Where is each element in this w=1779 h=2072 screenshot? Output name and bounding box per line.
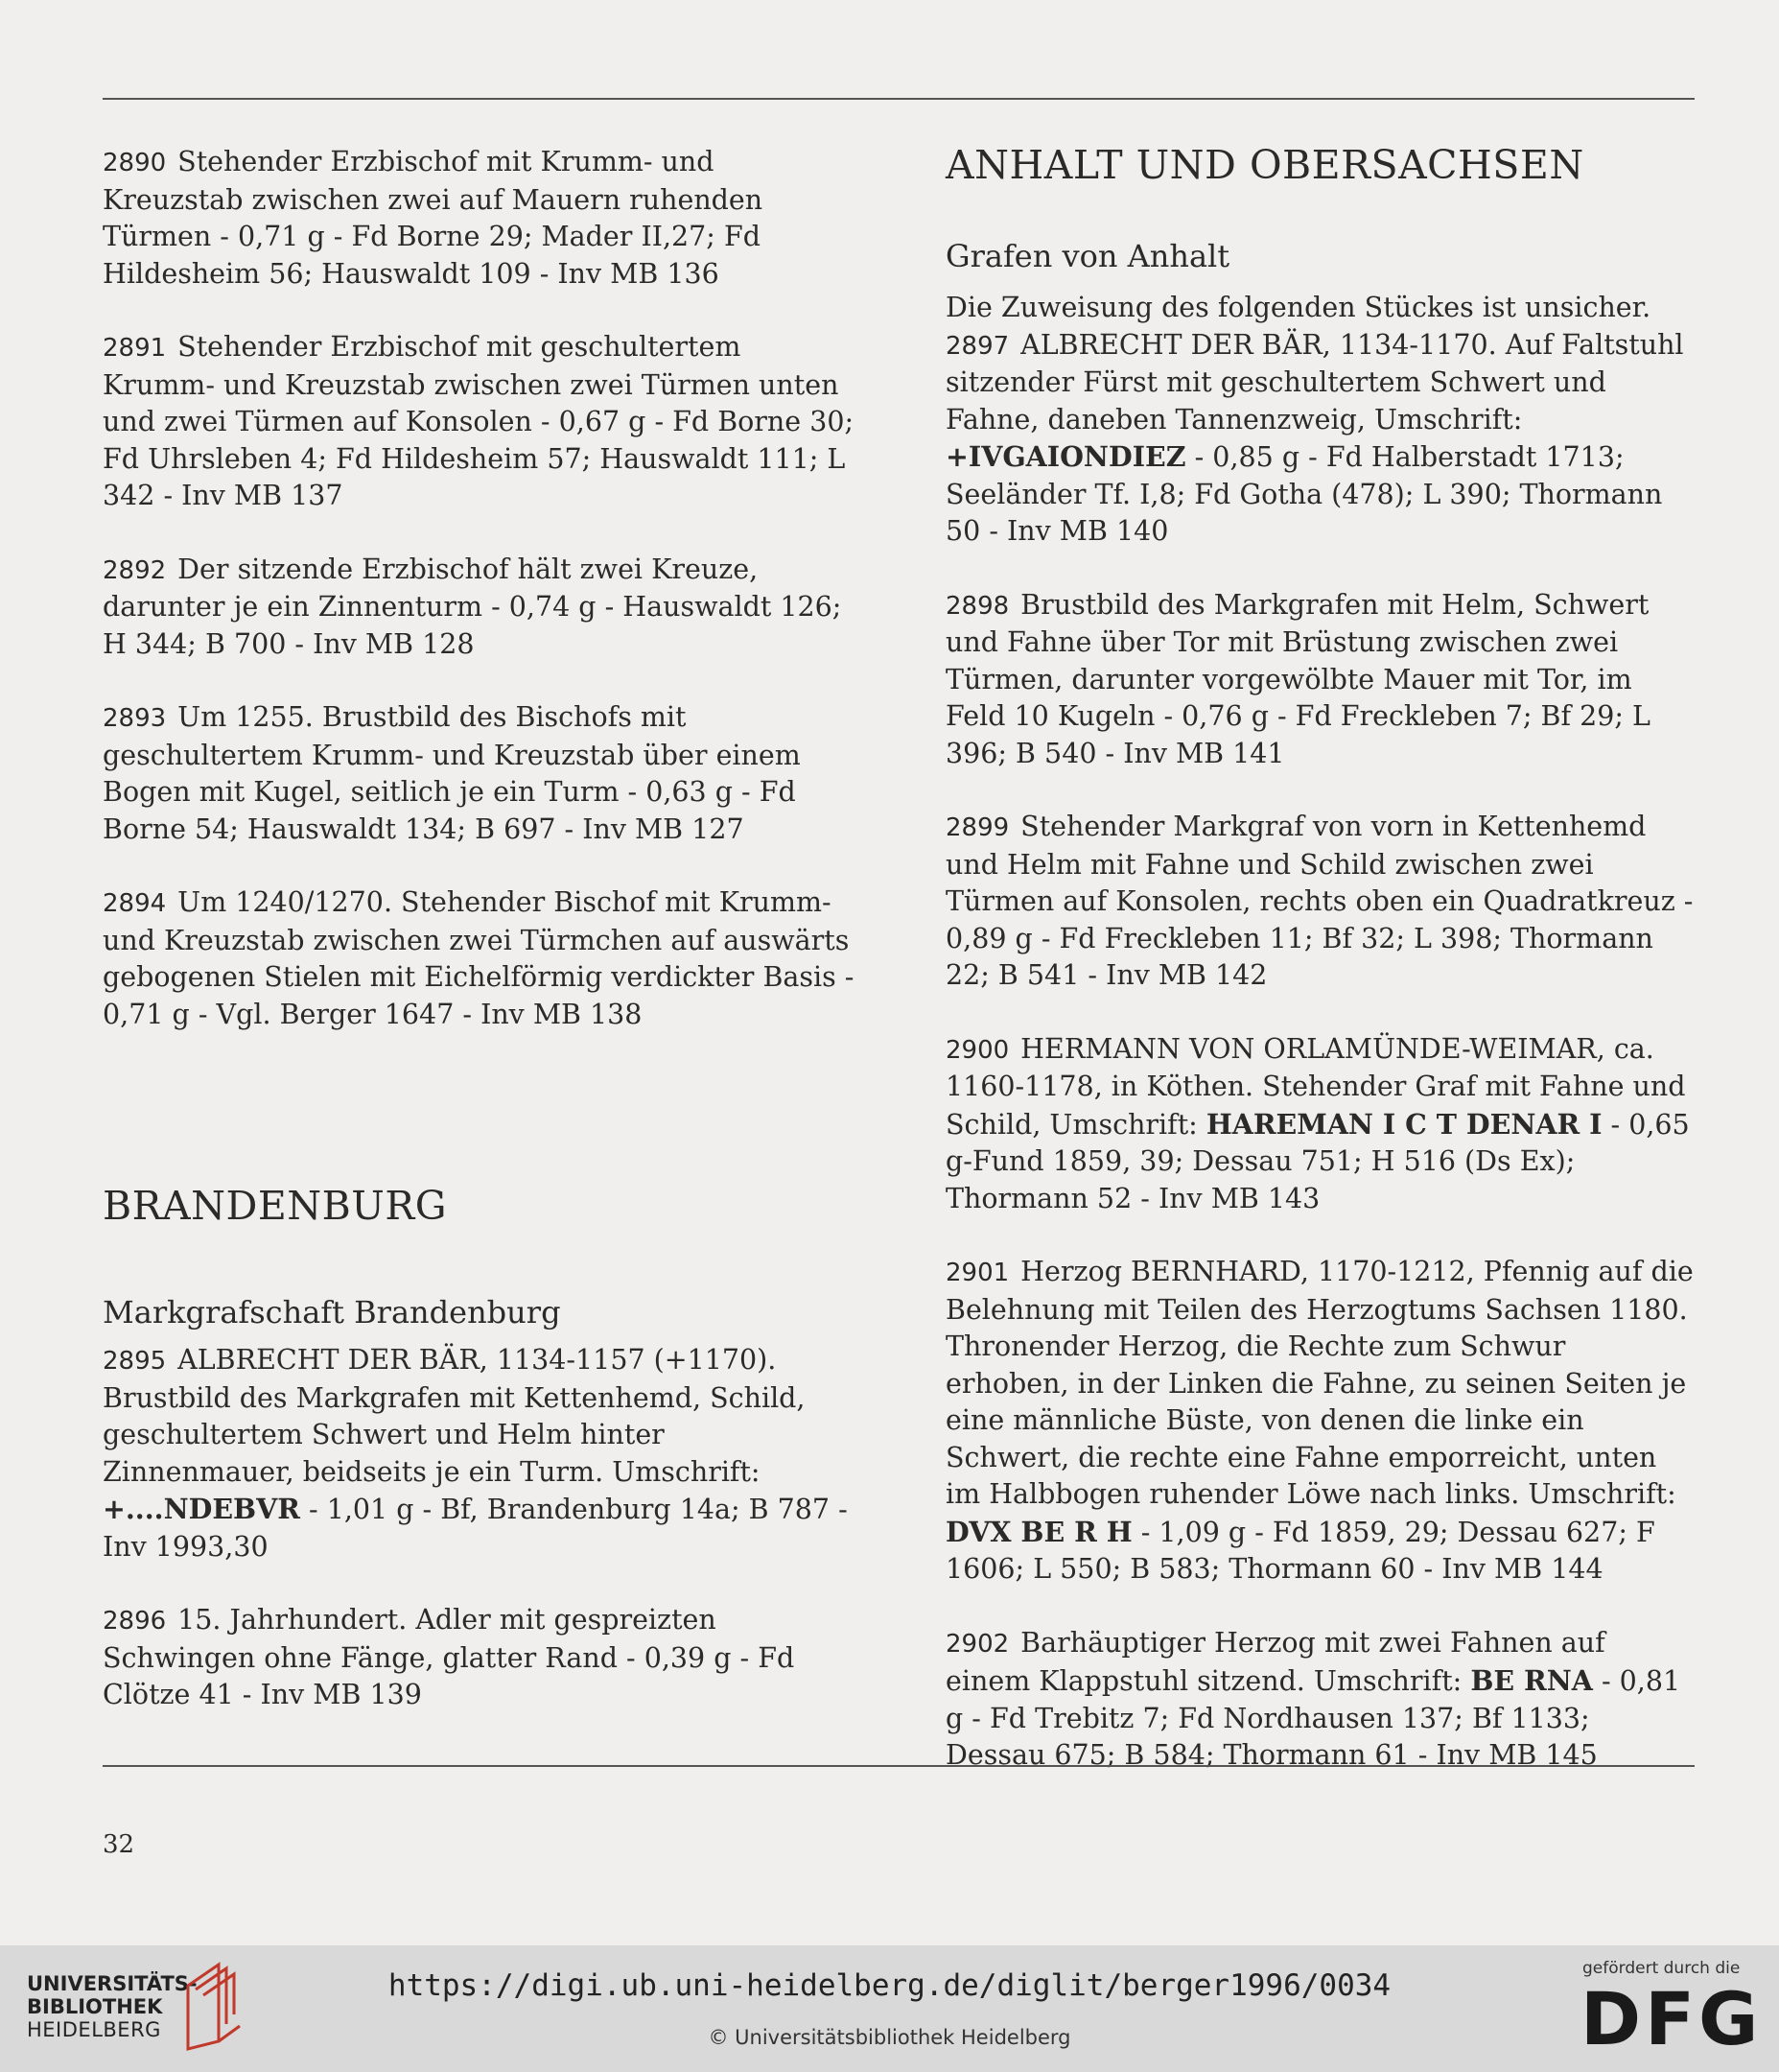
catalog-entry-2902 <box>946 1625 1694 1775</box>
catalog-entry-2891 <box>103 329 860 515</box>
catalog-description: Herzog BERNHARD, 1170-1212, Pfennig auf die Belehnung mit Teilen des Herzogtums Sachsen 1180. Thronender Herzog, die Rechte zum Schwur erhoben, in der Linken die Fahne, zu seinen Seiten je eine männliche Büste, von denen die linke ein Schwert, die rechte eine Fahne emporreicht, unten im Halbbogen ruhender Löwe nach links. Umschrift: DVX BE R H - 1,09 g - Fd 1859, 29; Dessau 627; F 1606; L 550; B 583; Thormann 60 - Inv MB 144 <box>946 1256 1694 1585</box>
catalog-description: Um 1240/1270. Stehender Bischof mit Krumm- und Kreuzstab zwischen zwei Türmchen auf auswärts gebogenen Stielen mit Eichelförmig verdickter Basis - 0,71 g - Vgl. Berger 1647 - Inv MB 138 <box>103 886 854 1030</box>
catalog-description: ALBRECHT DER BÄR, 1134-1170. Auf Faltstuhl sitzender Fürst mit geschultertem Schwert und Fahne, daneben Tannenzweig, Umschrift: +IVGAIONDIEZ - 0,85 g - Fd Halberstadt 1713; Seeländer Tf. I,8; Fd Gotha (478); L 390; Thormann 50 - Inv MB 140 <box>946 328 1684 547</box>
catalog-number: 2898 <box>946 591 1010 621</box>
catalog-entry-2893 <box>103 699 860 848</box>
catalog-number: 2890 <box>103 149 167 177</box>
catalog-description: Brustbild des Markgrafen mit Helm, Schwert und Fahne über Tor mit Brüstung zwischen zwei Türmen, darunter vorgewölbte Mauer mit Tor, im Feld 10 Kugeln - 0,76 g - Fd Freckleben 7; Bf 29; L 396; B 540 - Inv MB 141 <box>946 588 1650 769</box>
top-rule <box>103 98 1695 100</box>
right-column <box>946 142 1694 1811</box>
catalog-entry-2890 <box>103 144 860 293</box>
catalog-number: 2892 <box>103 555 167 585</box>
page-number: 32 <box>103 1830 135 1859</box>
catalog-description: Stehender Erzbischof mit geschultertem Krumm- und Kreuzstab zwischen zwei Türmen unten und zwei Türmen auf Konsolen - 0,67 g - Fd Borne 30; Fd Uhrsleben 4; Fd Hildesheim 57; Hauswaldt 111; L 342 - Inv MB 137 <box>103 331 854 511</box>
catalog-entry-2896 <box>103 1602 860 1714</box>
catalog-number: 2901 <box>946 1259 1010 1287</box>
catalog-number: 2894 <box>103 889 167 918</box>
catalog-entry-2897 <box>946 327 1694 551</box>
bottom-rule <box>103 1765 1695 1767</box>
dfg-logo[interactable]: DFG <box>1580 1976 1763 2061</box>
left-entries-archbishops <box>103 144 860 1033</box>
copyright-notice: © Universitätsbibliothek Heidelberg <box>708 2026 1071 2049</box>
catalog-description: Stehender Markgraf von vorn in Kettenhemd und Helm mit Fahne und Schild zwischen zwei Türmen auf Konsolen, rechts oben ein Quadratkreuz - 0,89 g - Fd Freckleben 11; Bf 32; L 398; Thormann 22; B 541 - Inv MB 142 <box>946 811 1694 991</box>
catalog-description: HERMANN VON ORLAMÜNDE-WEIMAR, ca. 1160-1178, in Köthen. Stehender Graf mit Fahne und Schild, Umschrift: HAREMAN I C T DENAR I - 0,65 g-Fund 1859, 39; Dessau 751; H 516 (Ds Ex); Thormann 52 - Inv MB 143 <box>946 1032 1690 1214</box>
right-entries <box>946 327 1694 1775</box>
catalog-entry-2894 <box>103 884 860 1033</box>
catalog-description: Stehender Erzbischof mit Krumm- und Kreuzstab zwischen zwei auf Mauern ruhenden Türmen - 0,71 g - Fd Borne 29; Mader II,27; Fd Hildesheim 56; Hauswaldt 109 - Inv MB 136 <box>103 146 763 290</box>
logo-line-3: HEIDELBERG <box>27 2018 161 2041</box>
catalog-number: 2891 <box>103 334 167 363</box>
catalog-number: 2900 <box>946 1035 1010 1065</box>
catalog-number: 2899 <box>946 813 1010 842</box>
section-title-brandenburg: BRANDENBURG <box>103 1183 447 1229</box>
catalog-number: 2897 <box>946 331 1010 361</box>
catalog-number: 2896 <box>103 1607 167 1636</box>
catalog-number: 2893 <box>103 704 167 733</box>
catalog-entry-2900 <box>946 1031 1694 1218</box>
section-title-anhalt: ANHALT UND OBERSACHSEN <box>946 142 1584 188</box>
subsection-title-grafen-von-anhalt: Grafen von Anhalt <box>946 238 1230 274</box>
logo-line-1: UNIVERSITÄTS- <box>27 1972 198 1995</box>
catalog-entry-2901 <box>946 1254 1694 1589</box>
permalink-url[interactable]: https://digi.ub.uni-heidelberg.de/diglit/berger1996/0034 <box>387 1968 1392 2003</box>
attribution-note: Die Zuweisung des folgenden Stückes ist unsicher. <box>946 292 1651 323</box>
left-entries-brandenburg <box>103 1342 860 1714</box>
catalog-entry-2898 <box>946 587 1694 773</box>
catalog-description: Barhäuptiger Herzog mit zwei Fahnen auf einem Klappstuhl sitzend. Umschrift: BE RNA - 0,81 g - Fd Trebitz 7; Fd Nordhausen 137; Bf 1133; Dessau 675; B 584; Thormann 61 - Inv MB 145 <box>946 1626 1681 1771</box>
catalog-entry-2899 <box>946 809 1694 995</box>
subsection-title-markgrafschaft: Markgrafschaft Brandenburg <box>103 1294 561 1330</box>
footer-bar <box>0 1945 1779 2072</box>
catalog-description: Um 1255. Brustbild des Bischofs mit geschultertem Krumm- und Kreuzstab über einem Bogen mit Kugel, seitlich je ein Turm - 0,63 g - Fd Borne 54; Hauswaldt 134; B 697 - Inv MB 127 <box>103 701 801 845</box>
catalog-description: 15. Jahrhundert. Adler mit gespreizten Schwingen ohne Fänge, glatter Rand - 0,39 g - Fd Clötze 41 - Inv MB 139 <box>103 1604 795 1710</box>
catalog-description: Der sitzende Erzbischof hält zwei Kreuze, darunter je ein Zinnenturm - 0,74 g - Hauswaldt 126; H 344; B 700 - Inv MB 128 <box>103 553 842 660</box>
catalog-number: 2895 <box>103 1347 167 1376</box>
catalog-description: ALBRECHT DER BÄR, 1134-1157 (+1170). Brustbild des Markgrafen mit Kettenhemd, Schild, geschultertem Schwert und Helm hinter Zinnenmauer, beidseits je ein Turm. Umschrift: +....NDEBVR - 1,01 g - Bf, Brandenburg 14a; B 787 - Inv 1993,30 <box>103 1344 848 1563</box>
left-column <box>103 144 860 1751</box>
catalog-entry-2895 <box>103 1342 860 1566</box>
logo-line-2: BIBLIOTHEK <box>27 1995 163 2018</box>
catalog-entry-2892 <box>103 552 860 664</box>
dfg-caption: gefördert durch die <box>1582 1959 1741 1978</box>
catalog-number: 2902 <box>946 1629 1010 1659</box>
